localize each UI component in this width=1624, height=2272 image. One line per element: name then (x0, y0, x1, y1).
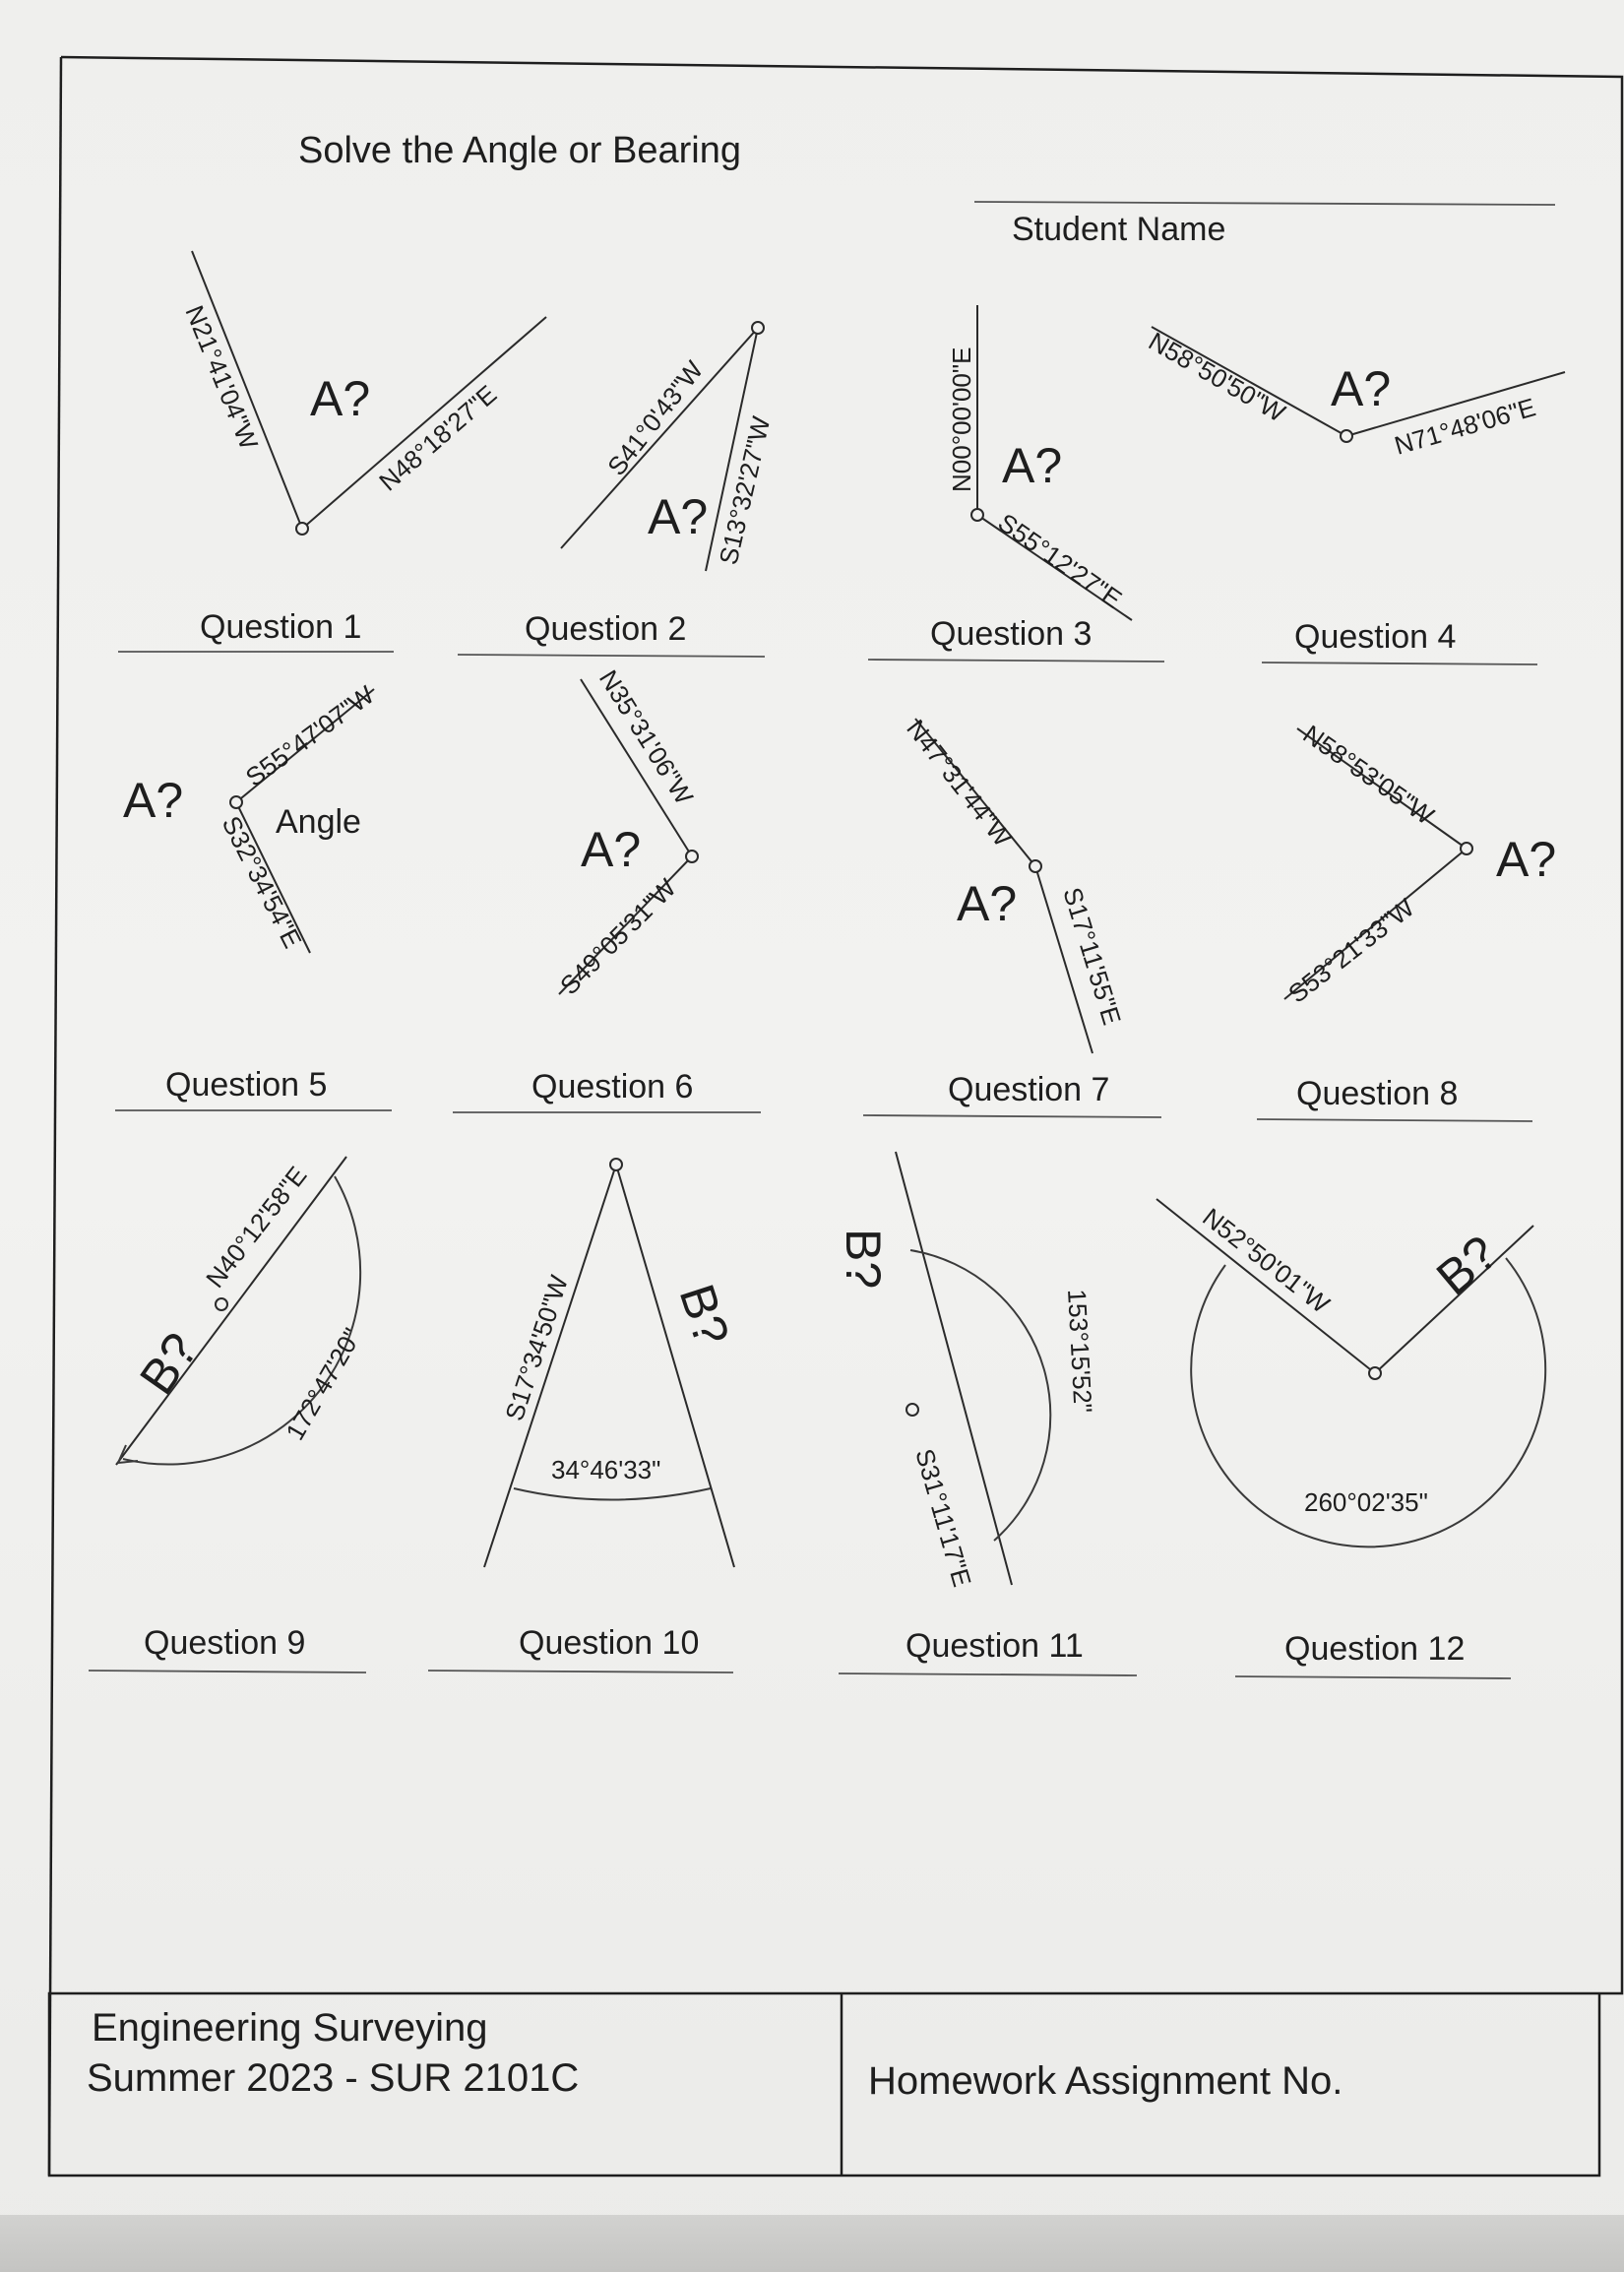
question-8-diagram (1282, 719, 1556, 1008)
q1-bearing-a: N21°41'04"W (179, 301, 265, 454)
question-4-label: Question 4 (1294, 618, 1457, 656)
q10-unknown: B? (668, 1278, 740, 1353)
question-10-label: Question 10 (519, 1624, 700, 1662)
q3-unknown: A? (1002, 438, 1063, 493)
q2-unknown: A? (648, 489, 709, 544)
q11-unknown: B? (836, 1229, 891, 1290)
question-7-label: Question 7 (948, 1071, 1110, 1108)
question-7-diagram (901, 714, 1127, 1053)
question-1-label: Question 1 (200, 608, 362, 646)
q1-unknown: A? (310, 371, 371, 426)
q12-line-a (1156, 1199, 1375, 1373)
q10-point (610, 1159, 622, 1170)
question-2-answer-line[interactable] (458, 655, 765, 657)
question-3-diagram (947, 305, 1132, 620)
question-12-diagram (1156, 1199, 1545, 1546)
q1-bearing-b: N48°18'27"E (373, 379, 503, 497)
question-9-diagram (116, 1157, 367, 1465)
q6-point (686, 851, 698, 862)
question-5-label: Question 5 (165, 1066, 328, 1104)
q12-point (1369, 1367, 1381, 1379)
course-title: Engineering Surveying (92, 2006, 488, 2050)
question-7-answer-line[interactable] (863, 1115, 1161, 1117)
q8-unknown: A? (1496, 832, 1557, 887)
question-11-answer-line[interactable] (839, 1673, 1137, 1675)
q9-angle-arc (123, 1176, 360, 1465)
student-name-line[interactable] (974, 202, 1555, 205)
course-term: Summer 2023 - SUR 2101C (87, 2056, 580, 2100)
question-6-label: Question 6 (531, 1068, 694, 1105)
q5-bearing-b: S32°34'54"E (216, 811, 308, 953)
question-1-diagram (179, 251, 546, 535)
q1-line-a (192, 251, 302, 529)
q3-bearing-b: S55°12'27"E (992, 507, 1128, 614)
q9-bearing-a: N40°12'58"E (200, 1161, 313, 1294)
q2-bearing-b: S13°32'27"W (713, 413, 777, 568)
q10-line-a (484, 1165, 616, 1567)
q4-point (1341, 430, 1352, 442)
question-11-label: Question 11 (906, 1627, 1084, 1665)
question-6-diagram (554, 664, 700, 1000)
q8-bearing-b: S53°21'33"W (1282, 892, 1420, 1009)
q6-unknown: A? (581, 822, 642, 877)
q5-bearing-a: S55°47'07"W (239, 679, 380, 792)
question-9-label: Question 9 (144, 1624, 306, 1662)
question-2-label: Question 2 (525, 610, 687, 648)
q10-angle-value: 34°46'33" (551, 1455, 661, 1484)
q9-unknown: B? (129, 1323, 210, 1405)
q2-point (752, 322, 764, 334)
question-8-label: Question 8 (1296, 1075, 1459, 1112)
q11-angle-value: 153°15'52" (1062, 1288, 1098, 1414)
q7-unknown: A? (957, 876, 1018, 931)
q10-angle-arc (514, 1488, 711, 1500)
question-4-diagram (1144, 326, 1565, 461)
student-name-label: Student Name (1012, 211, 1226, 248)
question-10-diagram (484, 1159, 740, 1567)
q11-bearing-a: S31°11'17"E (909, 1445, 977, 1591)
q6-bearing-a: N35°31'06"W (593, 664, 700, 810)
q8-bearing-a: N58°53'05"W (1297, 719, 1440, 831)
q10-bearing-a: S17°34'50"W (499, 1271, 575, 1424)
question-12-answer-line[interactable] (1235, 1676, 1511, 1678)
q12-bearing-a: N52°50'01"W (1197, 1202, 1336, 1319)
q8-point (1461, 843, 1472, 854)
question-3-answer-line[interactable] (868, 660, 1164, 662)
q7-point (1030, 860, 1041, 872)
question-5-diagram (123, 679, 380, 953)
q4-bearing-a: N58°50'50"W (1144, 326, 1290, 428)
q6-bearing-b: S49°05'31"W (554, 872, 682, 1001)
q4-unknown: A? (1331, 361, 1392, 416)
question-9-answer-line[interactable] (89, 1671, 366, 1672)
q11-point (906, 1404, 918, 1416)
question-3-label: Question 3 (930, 615, 1093, 653)
q10-line-b (616, 1165, 734, 1567)
question-4-answer-line[interactable] (1262, 663, 1537, 664)
q3-bearing-a: N00°00'00"E (947, 347, 976, 492)
q5-point (230, 796, 242, 808)
q7-bearing-b: S17°11'55"E (1057, 883, 1128, 1029)
question-11-diagram (836, 1152, 1098, 1590)
q4-bearing-b: N71°48'06"E (1391, 392, 1539, 461)
q3-point (971, 509, 983, 521)
q7-bearing-a: N47°31'44"W (901, 714, 1019, 852)
q12-unknown: B? (1426, 1225, 1508, 1306)
q12-angle-value: 260°02'35" (1304, 1487, 1428, 1517)
assignment-label: Homework Assignment No. (868, 2059, 1343, 2103)
page-border-left (49, 57, 61, 2176)
question-2-diagram (561, 322, 776, 571)
question-8-answer-line[interactable] (1257, 1119, 1532, 1121)
q9-point (216, 1298, 227, 1310)
q9-angle-value: 172°47'20" (280, 1323, 368, 1445)
q5-angle-note: Angle (276, 803, 361, 841)
worksheet-title: Solve the Angle or Bearing (298, 130, 741, 171)
q2-bearing-a: S41°0'43"W (601, 354, 710, 481)
question-12-label: Question 12 (1284, 1630, 1466, 1668)
question-10-answer-line[interactable] (428, 1671, 733, 1672)
q5-unknown: A? (123, 773, 184, 828)
q1-point (296, 523, 308, 535)
